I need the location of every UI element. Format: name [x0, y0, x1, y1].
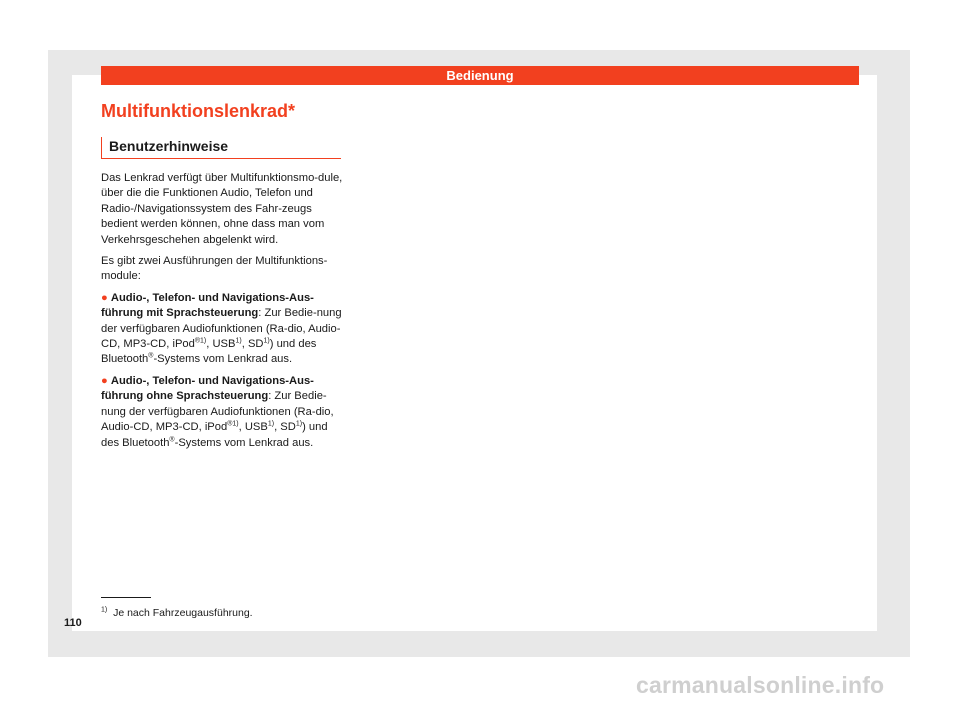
page-title: Multifunktionslenkrad* [101, 101, 296, 121]
bullet-icon: ● [101, 291, 108, 304]
page-number: 110 [64, 617, 82, 629]
body-text [101, 171, 345, 457]
paragraph: Es gibt zwei Ausführungen der Multifunktions-module: [101, 255, 328, 283]
footnote-marker: 1) [101, 606, 108, 614]
footnote [101, 606, 253, 620]
list-item-title: Audio-, Telefon- und Navigations-Aus-führung ohne Sprachsteuerung [101, 374, 314, 403]
bullet-icon: ● [101, 374, 108, 387]
section-header-bar [101, 66, 859, 85]
footnote-text: Je nach Fahrzeugausführung. [113, 607, 253, 619]
list-item: ● Audio-, Telefon- und Navigations-Aus-führung mit Sprachsteuerung: Zur Bedie-nung der verfügbaren Audiofunktionen (Ra-dio, Audio-CD, MP3-CD, iPod$^{®1)}$, USB$^{1)}$, SD$^{1)}$) und des Bluetooth®-Systems vom Lenkrad aus. [101, 291, 342, 366]
subsection-heading [101, 137, 341, 159]
section-header-label: Bedienung [446, 68, 514, 83]
subsection-heading-text: Benutzerhinweise [109, 138, 229, 154]
list-item: ● Audio-, Telefon- und Navigations-Aus-führung ohne Sprachsteuerung: Zur Bedie-nung der verfügbaren Audiofunktionen (Ra-dio, Audio-CD, MP3-CD, iPod$^{®1)}$, USB$^{1)}$, SD$^{1)}$) und des Bluetooth®-Systems vom Lenkrad aus. [101, 374, 334, 449]
paragraph: Das Lenkrad verfügt über Multifunktionsmo-dule, über die die Funktionen Audio, Telefon und Radio-/Navigationssystem des Fahr-zeugs bedient werden können, ohne dass man vom Verkehrsgeschehen abgelenkt wird. [101, 172, 343, 246]
footnote-divider [101, 597, 151, 598]
watermark: carmanualsonline.info [636, 672, 885, 698]
list-item-title: Audio-, Telefon- und Navigations-Aus-führung mit Sprachsteuerung [101, 291, 314, 320]
